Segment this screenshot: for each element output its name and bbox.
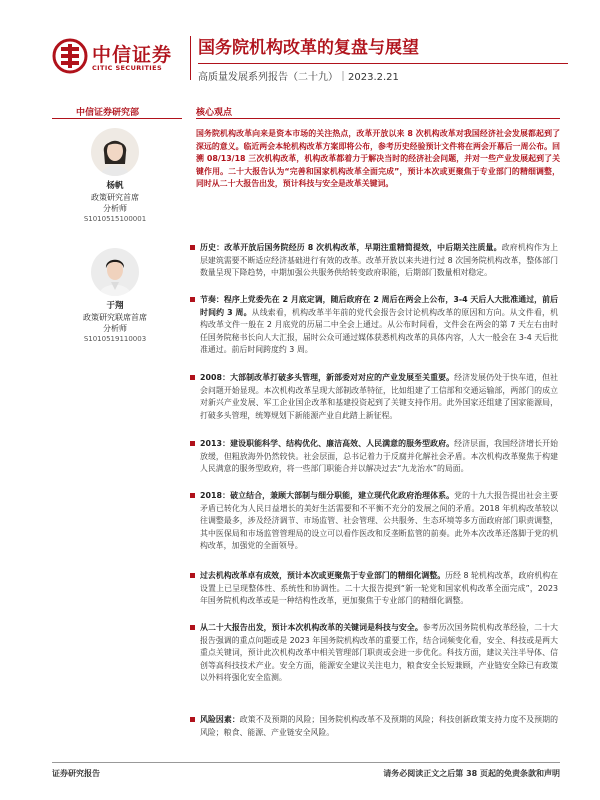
header-divider [190,36,191,80]
bullet-outlook [200,570,558,608]
logo-chinese-text: 中信证券 [92,44,173,66]
footer-divider [52,762,560,763]
bullet-body: 参考历次国务院机构改革经验，二十大报告强调的重点问题或是 2023 年国务院机构改革的重要工作，结合词频变化看，安全、科技或是两大重点关键词，预计此次机构改革中相关管理部门职责或会进一步优化。科技方面，建议关注半导体、信创等高科技技术产业。安全方面，能源安全建议关注电力，粮食安全长短兼顾，产业链安全除已有政策以外料将强化安全监测。 [200,623,558,683]
bullet-marker-icon [190,297,195,302]
bullet-body: 党的十九大报告提出社会主要矛盾已转化为人民日益增长的美好生活需要和不平衡不充分的发展之间的矛盾。2018 年机构改革较以往调整最多，涉及经济调节、市场监管、社会管理、公共服务、生态环境等多方面政府部门职责调整，其中医保局和市场监管管理局的设立可以看作医改和反垄断监管的前奏。此外本次改革还落脚于党的机构改革，加强党的全面领导。 [200,491,558,551]
bullet-marker-icon [190,625,195,630]
citic-logo [52,38,192,78]
analyst-card [60,128,170,225]
bullet-body: 政策不及预期的风险；国务院机构改革不及预期的风险；科技创新政策支持力度不及预期的风险；粮食、能源、产业链安全风险。 [200,715,558,737]
bullet-history [200,242,558,280]
bullet-marker-icon [190,573,195,578]
citic-logo-icon [52,38,88,74]
analyst-title: 政策研究联席首席 [83,313,147,322]
bullet-lead: 2018：破立结合，兼顾大部制与细分职能，建立现代化政府治理体系。 [200,491,455,500]
bullet-risks [200,714,558,739]
bullet-lead: 2008：大部制改革打破多头管理，新部委对对应的产业发展至关重要。 [200,373,455,382]
report-header [0,0,600,96]
bullet-lead: 过去机构改革卓有成效，预计本次或更聚焦于专业部门的精细化调整。 [200,571,446,580]
bullet-2013 [200,438,558,476]
logo-english-text: CITIC SECURITIES [92,64,163,72]
report-subtitle: 高质量发展系列报告（二十九）｜2023.2.21 [198,72,399,83]
bullet-lead: 节奏：程序上党委先在 2 月底定调，随后政府在 2 周后在两会上公布，3-4 天后人大批准通过，前后时间约 3 周。 [200,295,558,317]
bullet-marker-icon [190,245,195,250]
analyst-role: 分析师 [103,324,127,333]
analyst-title: 政策研究首席 [91,193,139,202]
main-section-label: 核心观点 [196,108,233,118]
bullet-marker-icon [190,375,195,380]
analyst-name: 于翔 [106,301,124,311]
person-photo-icon [91,248,139,296]
bullet-lead: 风险因素： [200,715,240,724]
bullet-lead: 2013：建设职能科学、结构优化、廉洁高效、人民满意的服务型政府。 [200,439,455,448]
bullet-lead: 从二十大报告出发，预计本次机构改革的关键词是科技与安全。 [200,623,423,632]
bullet-body: 经济发展仍处于快车道，但社会问题开始显现。本次机构改革呈现大部制改革特征，比如组建了工信部和交通运输部，两部门的成立对新兴产业发展、军工企业国企改革和基建投资起到了关键支持作用。此外国家还组建了国家能源局，打破多头管理，统筹规划下新能源产业自此踏上新征程。 [200,373,558,420]
bullet-marker-icon [190,717,195,722]
person-photo-icon [91,128,139,176]
analyst-license-id: S1010519110003 [83,335,147,343]
bullet-keywords [200,622,558,685]
analyst-name: 杨帆 [106,181,124,191]
bullet-marker-icon [190,493,195,498]
bullet-body: 历经 8 轮机构改革，政府机构在设置上已呈现整体性、系统性和协调性。二十大报告提到“新一轮党和国家机构改革全面完成”，2023 年国务院机构改革或是一种结构性改革，更加聚焦于专业部门的精细化调整。 [200,571,558,606]
analyst-role: 分析师 [103,204,127,213]
bullet-lead: 历史：改革开放后国务院经历 8 次机构改革，早期注重精简提效，中后期关注质量。 [200,243,502,252]
bullet-2008 [200,372,558,422]
bullet-timeline [200,294,558,357]
bullet-body: 从线索看，机构改革半年前的党代会报告会讨论机构改革的原因和方向。从文件看，机构改革文件一般在 2 月底党的历届二中全会上通过。从公布时间看，文件会在两会的第 7 天左右由时任国务院秘书长向人大汇报，届时公众可通过媒体获悉机构改革的具体内容，人大一般会在 3-4 天后批准通过。前后时间跨度约 3 周。 [200,307,558,355]
bullet-marker-icon [190,441,195,446]
report-title: 国务院机构改革的复盘与展望 [198,38,419,58]
bullet-body: 政府机构作为上层建筑需要不断适应经济基础进行有效的改革。改革开放以来共进行过 8 次国务院机构改革，整体部门数量呈现下降趋势，中期加强公共服务供给转变政府职能，后期部门数量相对稳定。 [200,243,558,278]
main-section-line [196,118,560,119]
analyst-avatar [91,128,139,176]
sidebar-section-label: 中信证券研究部 [76,108,140,118]
bullet-2018 [200,490,558,553]
bullet-body: 经济层面，我国经济增长开始放缓，但粗放海外仍然较快。社会层面，总书记着力于反腐并化解社会矛盾。本次机构改革聚焦于构建人民满意的服务型政府，将一些部门职能合并以解决过去“九龙治水”的局面。 [200,439,558,474]
analyst-license-id: S1010515100001 [83,215,147,223]
title-underline [198,63,568,64]
footer-report-type: 证券研究报告 [52,769,100,778]
core-summary-paragraph: 国务院机构改革向来是资本市场的关注热点，改革开放以来 8 次机构改革对我国经济社会发展都起到了深远的意义。临近两会本轮机构改革方案即将公布，参考历史经验预计文件将在两会开幕后一周公布。回溯 08/13/18 三次机构改革，机构改革都着力于解决当时的经济社会问题，并对一些产业发展起到了关键作用。二十大报告认为“完善和国家机构改革全面完成”，预计本次或更聚焦于专业部门的精细调整，同时从二十大报告出发，预计科技与安全是改革关键词。 [196,129,560,189]
analyst-card [60,248,170,345]
sidebar-section-line [52,118,182,119]
analyst-avatar [91,248,139,296]
footer-disclaimer-note: 请务必阅读正文之后第 38 页起的免责条款和声明 [383,769,560,778]
